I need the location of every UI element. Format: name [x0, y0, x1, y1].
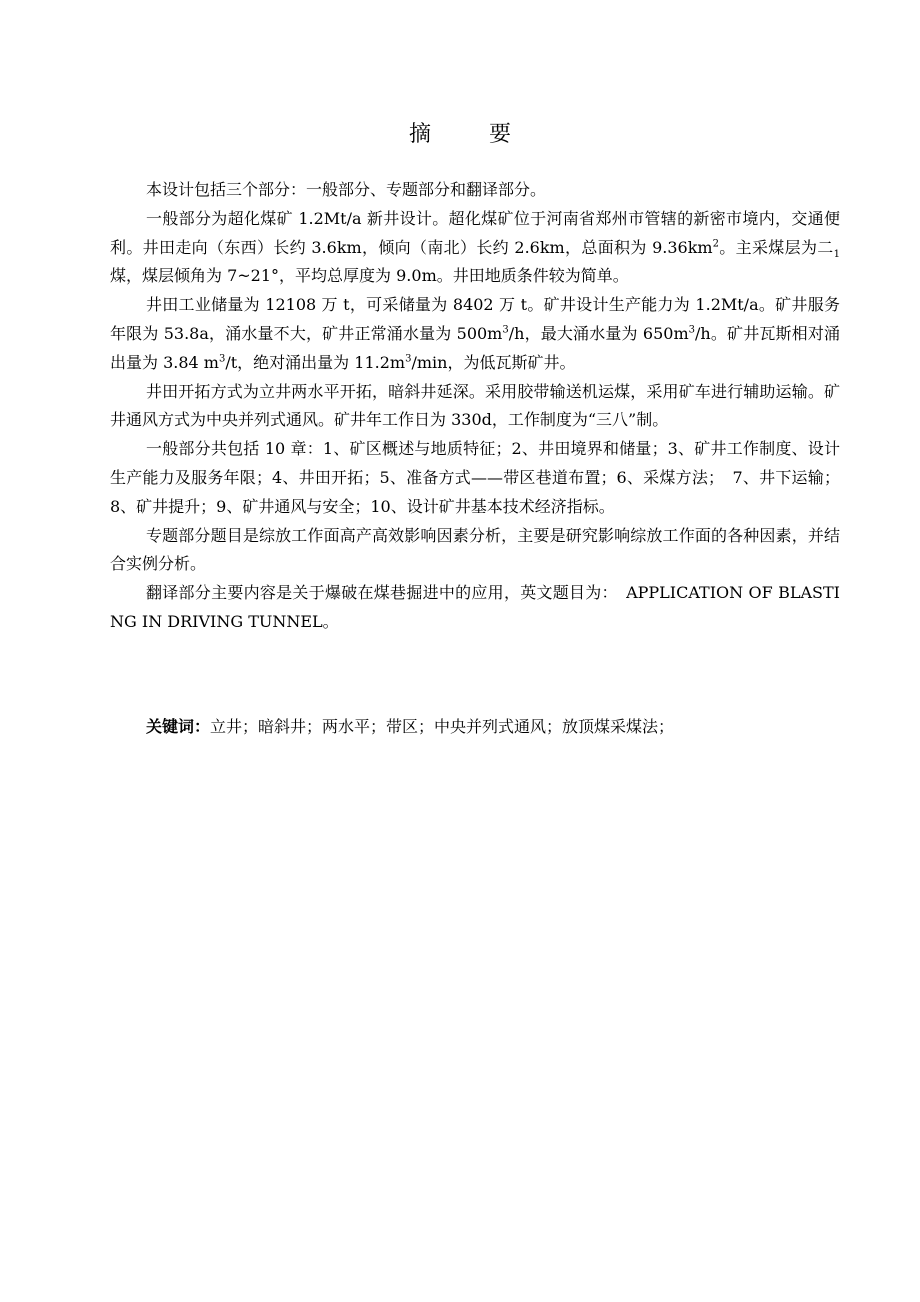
paragraph-6: 专题部分题目是综放工作面高产高效影响因素分析，主要是研究影响综放工作面的各种因素，并结合实例分析。 — [110, 525, 840, 574]
paragraph-2-text-c: 煤，煤层倾角为 7~21°，平均总厚度为 9.0m。井田地质条件较为简单。 — [110, 266, 629, 286]
paragraph-3-text-d: /t，绝对涌出量为 11.2m — [225, 352, 406, 372]
paragraph-2-text-b: 。主采煤层为二 — [718, 237, 834, 257]
page-title: 摘 要 — [408, 122, 529, 147]
paragraph-3-text-a: 井田工业储量为 12108 万 t，可采储量为 8402 万 t。矿井设计生产能力为 1.2Mt/a。矿井服务年限为 53.8a，涌水量不大，矿井正常涌水量为 500m — [110, 295, 840, 343]
paragraph-5: 一般部分共包括 10 章：1、矿区概述与地质特征；2、井田境界和储量；3、矿井工作制度、设计生产能力及服务年限；4、井田开拓；5、准备方式——带区巷道布置；6、采煤方法； 7、井下运输；8、矿井提升；9、矿井通风与安全；10、设计矿井基本技术经济指标。 — [110, 439, 840, 516]
superscript-3a: 3 — [502, 324, 509, 336]
superscript-3c: 3 — [218, 353, 226, 365]
paragraph-3-text-b: /h，最大涌水量为 650m — [508, 323, 689, 343]
superscript-3d: 3 — [405, 353, 412, 365]
subscript-1: 1 — [833, 248, 840, 260]
abstract-body — [110, 176, 840, 637]
paragraph-3 — [110, 291, 840, 377]
paragraph-3-text-e: /min，为低瓦斯矿井。 — [411, 352, 576, 372]
keywords-label: 关键词： — [146, 717, 211, 736]
paragraph-2-text-a: 一般部分为超化煤矿 1.2Mt/a 新井设计。超化煤矿位于河南省郑州市管辖的新密市境内，交通便利。井田走向（东西）长约 3.6km，倾向（南北）长约 2.6km，总面积为 9.36km — [110, 208, 840, 257]
keywords-text: 立井；暗斜井；两水平；带区；中央并列式通风；放顶煤采煤法； — [210, 717, 675, 736]
keywords-line — [146, 713, 840, 741]
paragraph-2 — [110, 205, 840, 291]
superscript-2: 2 — [712, 238, 719, 250]
paragraph-3-text-c: /h。矿井瓦斯相对涌出量为 3.84 m — [110, 323, 840, 372]
paragraph-1: 本设计包括三个部分：一般部分、专题部分和翻译部分。 — [146, 180, 547, 199]
paragraph-7: 翻译部分主要内容是关于爆破在煤巷掘进中的应用，英文题目为： APPLICATION OF BLASTING IN DRIVING TUNNEL。 — [110, 583, 840, 631]
superscript-3b: 3 — [688, 324, 696, 336]
paragraph-4: 井田开拓方式为立井两水平开拓，暗斜井延深。采用胶带输送机运煤，采用矿车进行辅助运输。矿井通风方式为中央并列式通风。矿井年工作日为 330d，工作制度为“三八”制。 — [110, 381, 840, 430]
